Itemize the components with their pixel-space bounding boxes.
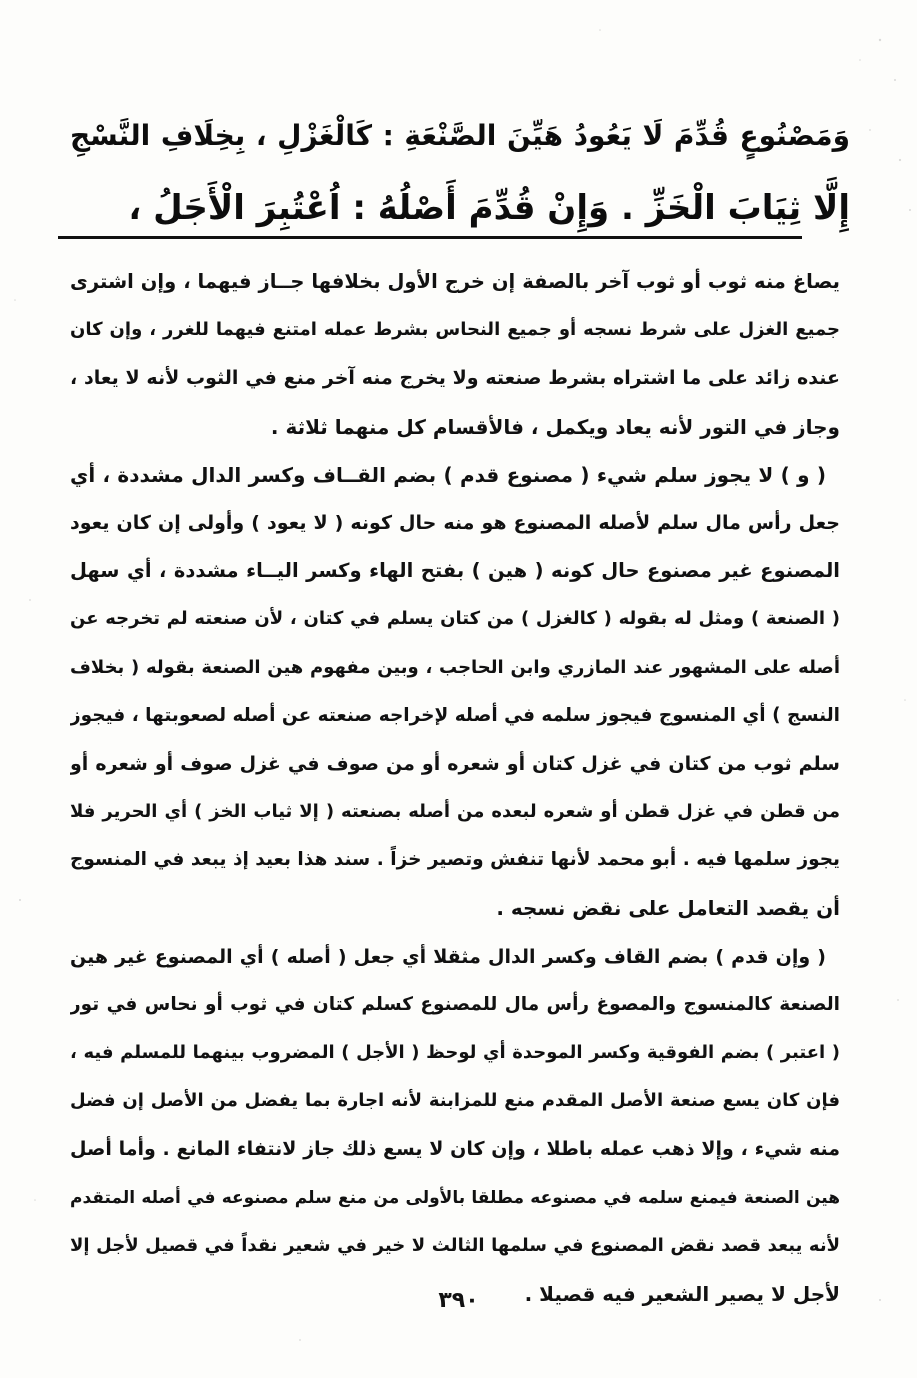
commentary-line: لأنه يبعد قصد نقض المصنوع في سلمها الثالث لا خير في شعير نقداً في قصيل لأجل إلا	[70, 1234, 840, 1256]
commentary-paragraph-2	[70, 451, 840, 933]
matn-text	[70, 100, 850, 244]
commentary-line: أصله على المشهور عند المازري وابن الحاجب ، وبين مفهوم هين الصنعة بقوله ( بخلاف	[70, 656, 840, 678]
commentary-line: النسج ) أي المنسوج فيجوز سلمه في أصله لإخراجه صنعته عن أصله لصعوبتها ، فيجوز	[70, 704, 840, 726]
section-divider	[58, 236, 802, 239]
commentary-line: المصنوع غير مصنوع حال كونه ( هين ) بفتح الهاء وكسر اليــاء مشددة ، أي سهل	[70, 559, 840, 583]
commentary-line: يصاغ منه ثوب أو ثوب آخر بالصفة إن خرج الأول بخلافها جــاز فيهما ، وإن اشترى	[70, 270, 840, 293]
commentary-line: منه شيء ، وإلا ذهب عمله باطلا ، وإن كان لا يسع ذلك جاز لانتفاء المانع . وأما أصل	[70, 1138, 840, 1161]
commentary-line: وجاز في التور لأنه يعاد ويكمل ، فالأقسام كل منهما ثلاثة .	[270, 414, 840, 439]
commentary-line: أن يقصد التعامل على نقض نسجه .	[496, 896, 840, 921]
commentary-line: سلم ثوب من كتان في غزل كتان أو شعره أو من صوف في غزل صوف أو شعره أو	[70, 752, 840, 775]
commentary-line: ( اعتبر ) بضم الفوقية وكسر الموحدة أي لوحظ ( الأجل ) المضروب بينهما للمسلم فيه ،	[70, 1042, 840, 1063]
matn-line-1: وَمَصْنُوعٍ قُدِّمَ لَا يَعُودُ هَيِّنَ الصَّنْعَةِ : كَالْغَزْلِ ، بِخِلَافِ النَّسْجِ	[70, 119, 850, 152]
commentary-line: من قطن في غزل قطن أو شعره لبعده من أصله بصنعته ( إلا ثياب الخز ) أي الحرير فلا	[70, 801, 840, 823]
commentary-line: الصنعة كالمنسوج والمصوغ رأس مال للمصنوع كسلم كتان في ثوب أو نحاس في تور	[70, 993, 840, 1015]
commentary-paragraph-1	[70, 258, 840, 451]
commentary-line: ( وإن قدم ) بضم القاف وكسر الدال مثقلا أي جعل ( أصله ) أي المصنوع غير هين	[70, 945, 826, 968]
commentary-line: جميع الغزل على شرط نسجه أو جميع النحاس بشرط عمله امتنع فيهما للغرر ، وإن كان	[70, 319, 840, 341]
commentary-line: لأجل لا يصير الشعير فيه قصيلا .	[524, 1281, 840, 1306]
commentary-text	[70, 258, 840, 1318]
commentary-line: ( و ) لا يجوز سلم شيء ( مصنوع قدم ) بضم القــاف وكسر الدال مشددة ، أي	[70, 462, 826, 487]
commentary-line: فإن كان يسع صنعة الأصل المقدم منع للمزابنة لأنه اجارة بما يفضل من الأصل إن فضل	[70, 1090, 840, 1112]
matn-line-2: إِلَّا ثِيَابَ الْخَزِّ . وَإِنْ قُدِّمَ أَصْلُهُ : اُعْتُبِرَ الْأَجَلُ ،	[128, 188, 850, 228]
commentary-paragraph-3	[70, 933, 840, 1319]
commentary-line: عنده زائد على ما اشتراه بشرط صنعته ولا يخرج منه آخر منع في الثوب لأنه لا يعاد ،	[70, 367, 840, 390]
commentary-line: هين الصنعة فيمنع سلمه في مصنوعه مطلقا بالأولى من منع سلم مصنوعه في أصله المتقدم	[70, 1187, 840, 1208]
commentary-line: ( الصنعة ) ومثل له بقوله ( كالغزل ) من كتان يسلم في كتان ، لأن صنعته لم تخرجه عن	[70, 608, 840, 630]
commentary-line: يجوز سلمها فيه . أبو محمد لأنها تنفش وتصير خزاً . سند هذا بعيد إذ يبعد في المنسوج	[70, 849, 840, 871]
page-number: ٣٩٠	[438, 1288, 479, 1313]
commentary-line: جعل رأس مال سلم لأصله المصنوع هو منه حال كونه ( لا يعود ) وأولى إن كان يعود	[70, 511, 840, 534]
